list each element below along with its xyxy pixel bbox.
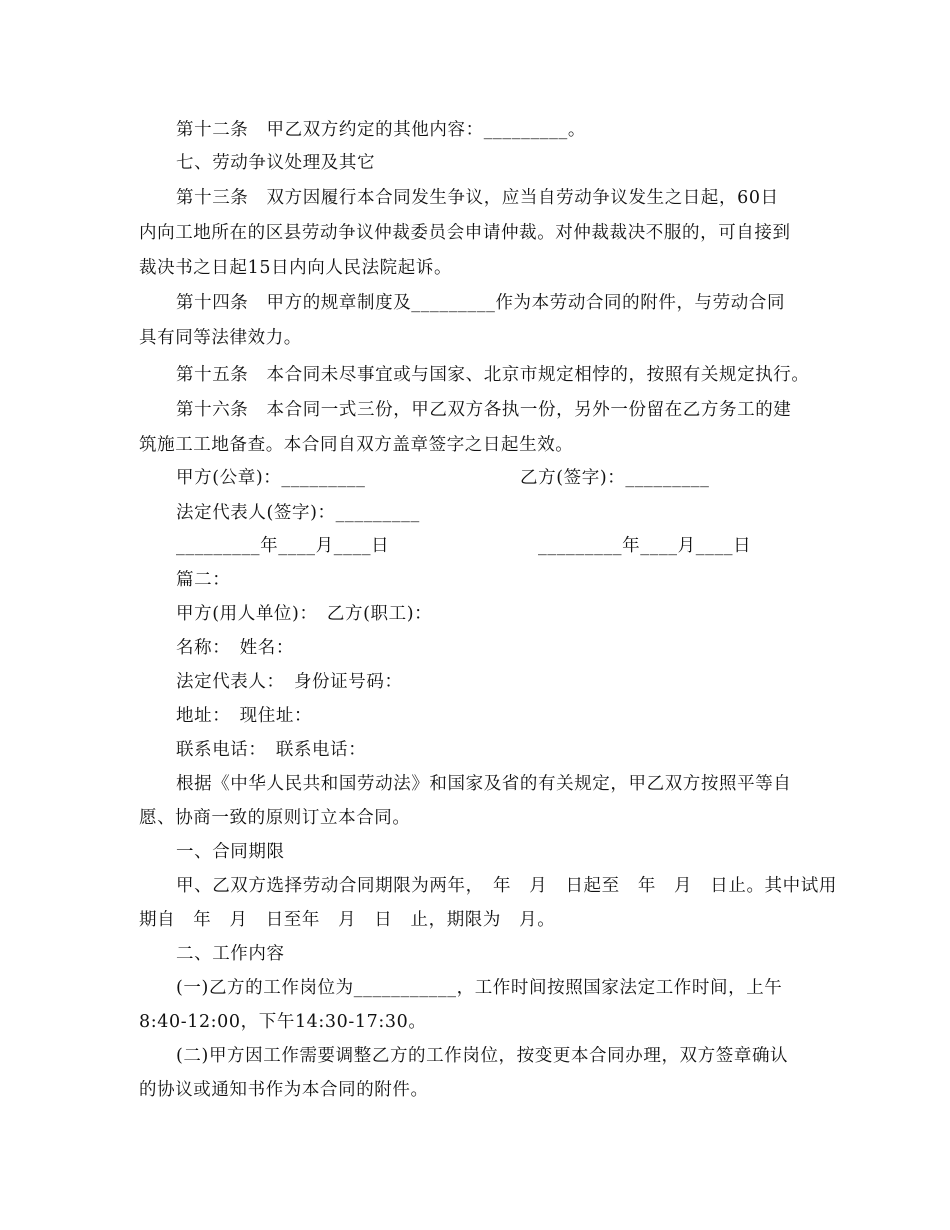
party-b-date-field: _________年____月____日 (538, 536, 752, 556)
party-a-seal-field: 甲方(公章)：_________ (176, 468, 366, 488)
work-content-2-line-1: (二)甲方因工作需要调整乙方的工作岗位，按变更本合同办理，双方签章确认 (176, 1046, 789, 1066)
work-content-1-line-2: 8:40-12:00，下午14:30-17:30。 (139, 1012, 427, 1032)
representative-id-line: 法定代表人： 身份证号码： (176, 672, 403, 692)
clause-16-line-2: 筑施工工地备查。本合同自双方盖章签字之日起生效。 (139, 435, 574, 455)
section-7-heading: 七、劳动争议处理及其它 (176, 153, 376, 173)
clause-13-line-1: 第十三条 双方因履行本合同发生争议，应当自劳动争议发生之日起，60日 (176, 188, 779, 208)
phone-line: 联系电话： 联系电话： (176, 740, 367, 760)
section-2-heading: 二、工作内容 (176, 944, 285, 964)
preamble-line-1: 根据《中华人民共和国劳动法》和国家及省的有关规定，甲乙双方按照平等自 (176, 774, 792, 794)
clause-12: 第十二条 甲乙双方约定的其他内容：_________。 (176, 120, 586, 140)
part-two-heading: 篇二： (176, 570, 231, 590)
term-line-2: 期自 年 月 日至年 月 日 止，期限为 月。 (139, 910, 556, 930)
work-content-1-line-1: (一)乙方的工作岗位为___________，工作时间按照国家法定工作时间，上午 (176, 978, 783, 998)
party-a-date-field: _________年____月____日 (176, 536, 390, 556)
legal-representative-signature-field: 法定代表人(签字)：_________ (176, 503, 420, 523)
section-1-heading: 一、合同期限 (176, 842, 285, 862)
clause-13-line-2: 内向工地所在的区县劳动争议仲裁委员会申请仲裁。对仲裁裁决不服的，可自接到 (139, 223, 791, 243)
work-content-2-line-2: 的协议或通知书作为本合同的附件。 (139, 1080, 429, 1100)
preamble-line-2: 愿、协商一致的原则订立本合同。 (139, 808, 411, 828)
clause-14-line-1: 第十四条 甲方的规章制度及_________作为本劳动合同的附件，与劳动合同 (176, 293, 786, 313)
term-line-1: 甲、乙双方选择劳动合同期限为两年， 年 月 日起至 年 月 日止。其中试用 (176, 876, 837, 896)
address-line: 地址： 现住址： (176, 706, 313, 726)
clause-13-line-3: 裁决书之日起15日内向人民法院起诉。 (139, 258, 453, 278)
clause-16-line-1: 第十六条 本合同一式三份，甲乙双方各执一份，另外一份留在乙方务工的建 (176, 400, 792, 420)
clause-14-line-2: 具有同等法律效力。 (139, 328, 302, 348)
clause-15: 第十五条 本合同未尽事宜或与国家、北京市规定相悖的，按照有关规定执行。 (176, 365, 810, 385)
parties-line: 甲方(用人单位)： 乙方(职工)： (176, 604, 433, 624)
name-line: 名称： 姓名： (176, 638, 294, 658)
party-b-signature-field: 乙方(签字)：_________ (520, 468, 710, 488)
